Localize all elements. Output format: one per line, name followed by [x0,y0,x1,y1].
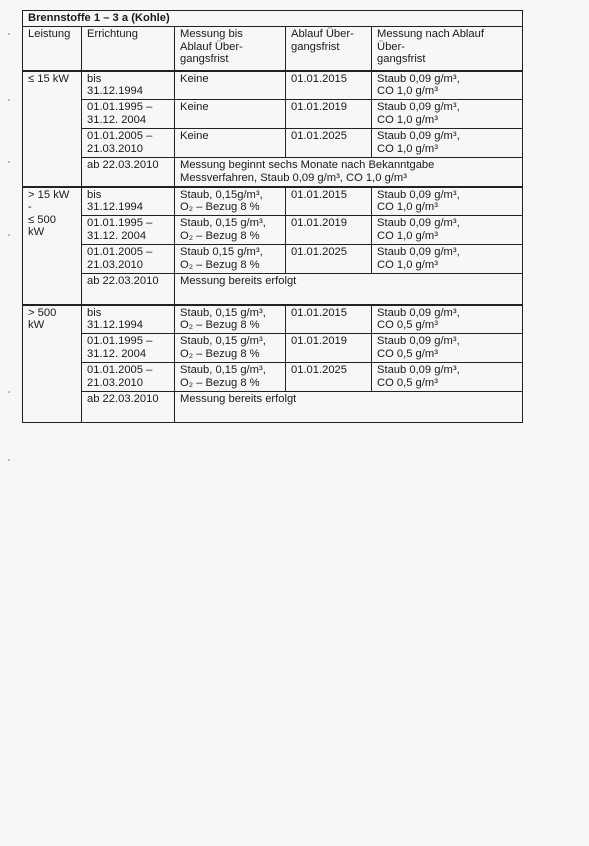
table-row [23,187,523,216]
ablauf-cell: 01.01.2015 [286,71,372,100]
ablauf-cell: 01.01.2015 [286,187,372,216]
errichtung-cell: bis 31.12.1994 [82,305,175,334]
errichtung-cell: bis 31.12.1994 [82,71,175,100]
final-note-cell: Messung beginnt sechs Monate nach Bekanntgabe Messverfahren, Staub 0,09 g/m³, CO 1,0 g/m³ [175,158,523,187]
ablauf-cell: 01.01.2019 [286,100,372,129]
table-row [23,216,523,245]
header-ablauf: Ablauf Über- gangsfrist [286,27,372,71]
table-row [23,274,523,305]
messung-nach-cell: Staub 0,09 g/m³, CO 1,0 g/m³ [372,129,523,158]
ablauf-cell: 01.01.2019 [286,216,372,245]
errichtung-cell: 01.01.2005 – 21.03.2010 [82,245,175,274]
messung-bis-cell: Staub, 0,15 g/m³, O₂ – Bezug 8 % [175,363,286,392]
table-row [23,129,523,158]
messung-nach-cell: Staub 0,09 g/m³, CO 1,0 g/m³ [372,245,523,274]
table-row [23,158,523,187]
ablauf-cell: 01.01.2025 [286,363,372,392]
header-errichtung: Errichtung [82,27,175,71]
ablauf-cell: 01.01.2025 [286,129,372,158]
table-row [23,305,523,334]
ablauf-cell: 01.01.2015 [286,305,372,334]
messung-bis-cell: Keine [175,100,286,129]
table-title: Brennstoffe 1 – 3 a (Kohle) [23,11,523,27]
table-row [23,392,523,423]
emissions-table [22,10,523,423]
messung-bis-cell: Staub, 0,15 g/m³, O₂ – Bezug 8 % [175,305,286,334]
messung-bis-cell: Staub, 0,15g/m³, O₂ – Bezug 8 % [175,187,286,216]
messung-nach-cell: Staub 0,09 g/m³, CO 0,5 g/m³ [372,363,523,392]
messung-bis-cell: Keine [175,71,286,100]
table-row [23,363,523,392]
messung-bis-cell: Staub, 0,15 g/m³, O₂ – Bezug 8 % [175,216,286,245]
errichtung-cell: ab 22.03.2010 [82,274,175,305]
messung-nach-cell: Staub 0,09 g/m³, CO 0,5 g/m³ [372,334,523,363]
leistung-cell: > 15 kW - ≤ 500 kW [23,187,82,305]
messung-nach-cell: Staub 0,09 g/m³, CO 0,5 g/m³ [372,305,523,334]
header-messung-nach: Messung nach Ablauf Über- gangsfrist [372,27,523,71]
leistung-cell: > 500 kW [23,305,82,423]
messung-bis-cell: Staub, 0,15 g/m³, O₂ – Bezug 8 % [175,334,286,363]
table-row [23,245,523,274]
ablauf-cell: 01.01.2019 [286,334,372,363]
errichtung-cell: 01.01.1995 – 31.12. 2004 [82,100,175,129]
errichtung-cell: ab 22.03.2010 [82,392,175,423]
messung-bis-cell: Staub 0,15 g/m³, O₂ – Bezug 8 % [175,245,286,274]
leistung-cell: ≤ 15 kW [23,71,82,187]
errichtung-cell: ab 22.03.2010 [82,158,175,187]
messung-bis-cell: Keine [175,129,286,158]
messung-nach-cell: Staub 0,09 g/m³, CO 1,0 g/m³ [372,71,523,100]
table-row [23,71,523,100]
final-note-cell: Messung bereits erfolgt [175,274,523,305]
table-row [23,100,523,129]
header-leistung: Leistung [23,27,82,71]
ablauf-cell: 01.01.2025 [286,245,372,274]
errichtung-cell: bis 31.12.1994 [82,187,175,216]
messung-nach-cell: Staub 0,09 g/m³, CO 1,0 g/m³ [372,187,523,216]
table-row [23,334,523,363]
messung-nach-cell: Staub 0,09 g/m³, CO 1,0 g/m³ [372,100,523,129]
errichtung-cell: 01.01.1995 – 31.12. 2004 [82,216,175,245]
document-page [22,10,522,423]
errichtung-cell: 01.01.2005 – 21.03.2010 [82,363,175,392]
errichtung-cell: 01.01.2005 – 21.03.2010 [82,129,175,158]
errichtung-cell: 01.01.1995 – 31.12. 2004 [82,334,175,363]
header-messung-bis: Messung bis Ablauf Über- gangsfrist [175,27,286,71]
messung-nach-cell: Staub 0,09 g/m³, CO 1,0 g/m³ [372,216,523,245]
final-note-cell: Messung bereits erfolgt [175,392,523,423]
